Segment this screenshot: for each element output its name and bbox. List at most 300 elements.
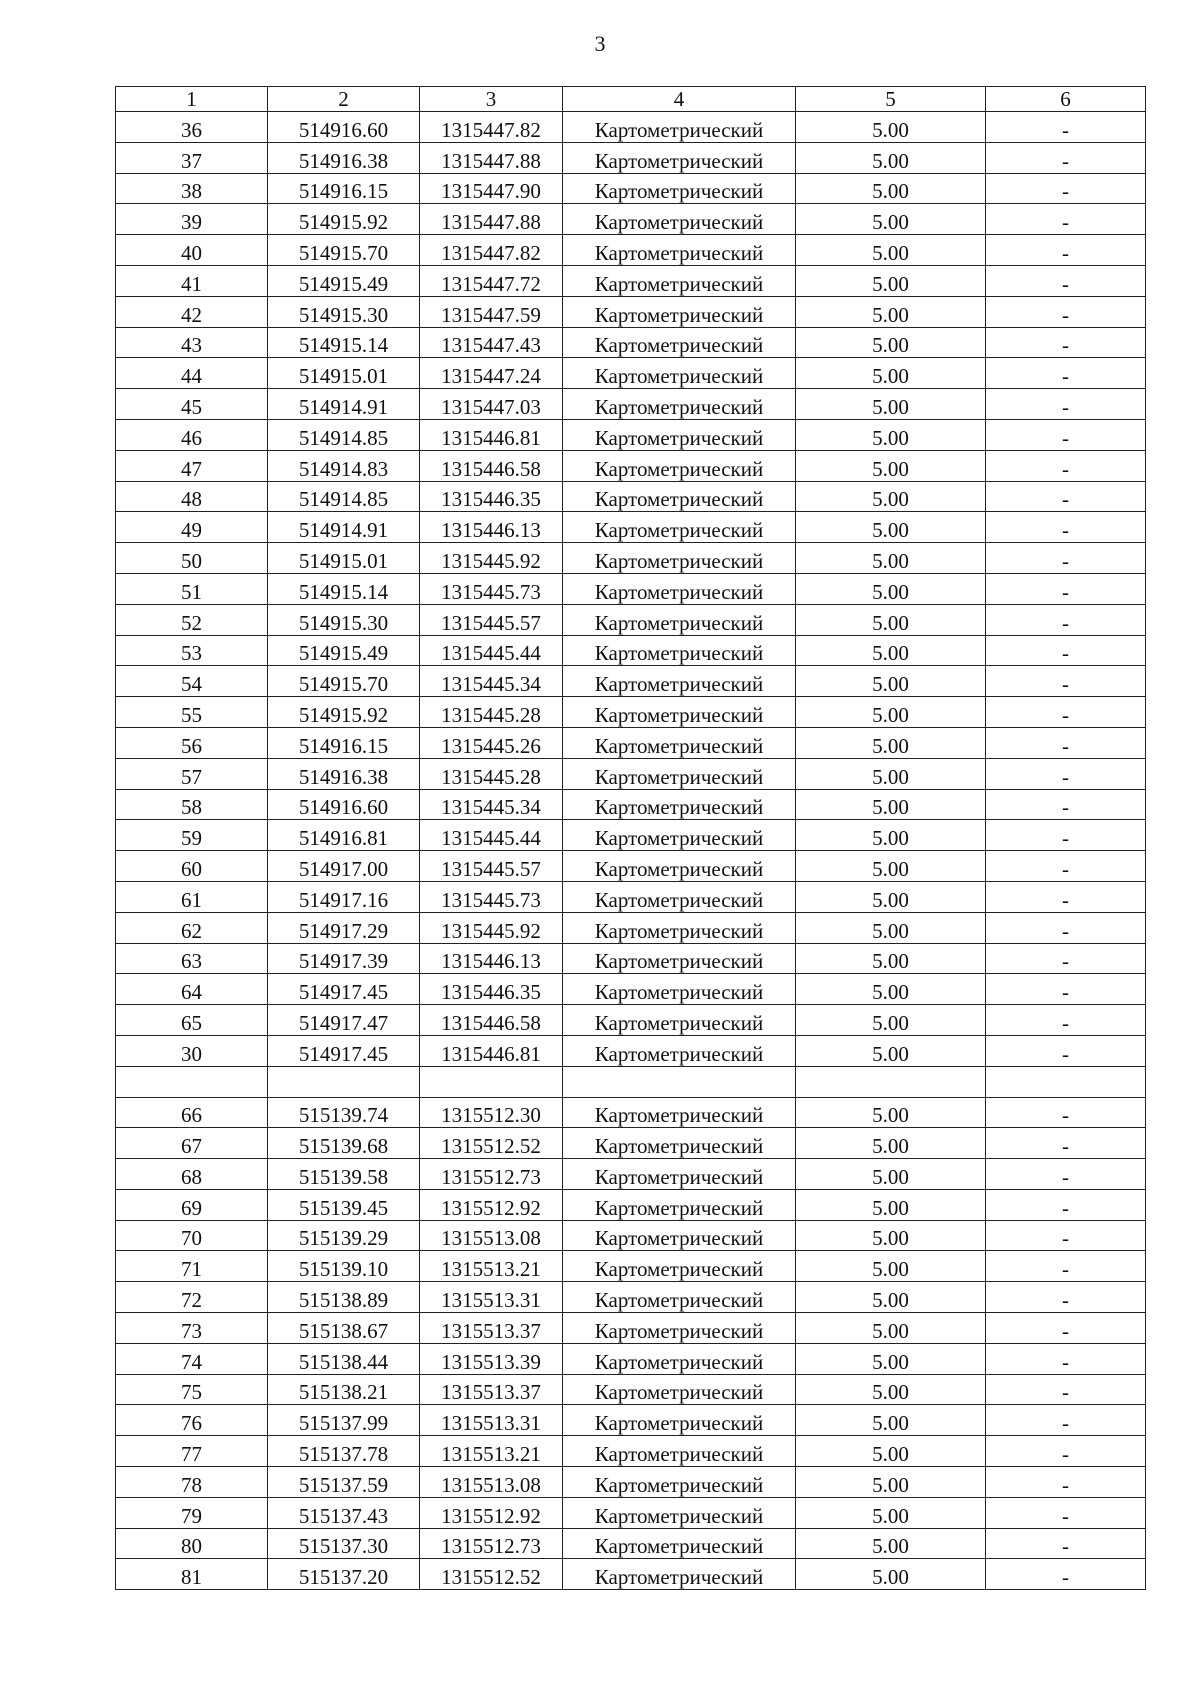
y-coordinate-cell: 1315445.92 xyxy=(420,543,563,574)
method-cell: Картометрический xyxy=(563,1436,796,1467)
method-cell: Картометрический xyxy=(563,1497,796,1528)
column-header-6: 6 xyxy=(986,87,1146,112)
x-coordinate-cell: 514915.70 xyxy=(268,235,420,266)
x-coordinate-cell: 515137.59 xyxy=(268,1467,420,1498)
table-row xyxy=(116,912,1146,943)
accuracy-cell: 5.00 xyxy=(796,1251,986,1282)
method-cell: Картометрический xyxy=(563,573,796,604)
note-cell: - xyxy=(986,789,1146,820)
column-header-5: 5 xyxy=(796,87,986,112)
x-coordinate-cell: 515137.78 xyxy=(268,1436,420,1467)
x-coordinate-cell: 515137.99 xyxy=(268,1405,420,1436)
x-coordinate-cell: 514914.85 xyxy=(268,419,420,450)
accuracy-cell: 5.00 xyxy=(796,112,986,143)
method-cell: Картометрический xyxy=(563,296,796,327)
accuracy-cell: 5.00 xyxy=(796,1559,986,1590)
x-coordinate-cell xyxy=(268,1066,420,1097)
accuracy-cell: 5.00 xyxy=(796,1467,986,1498)
x-coordinate-cell: 514917.29 xyxy=(268,912,420,943)
table-row xyxy=(116,1189,1146,1220)
x-coordinate-cell: 515139.10 xyxy=(268,1251,420,1282)
accuracy-cell: 5.00 xyxy=(796,1220,986,1251)
table-row xyxy=(116,604,1146,635)
table-row xyxy=(116,112,1146,143)
x-coordinate-cell: 514914.83 xyxy=(268,450,420,481)
note-cell: - xyxy=(986,112,1146,143)
accuracy-cell: 5.00 xyxy=(796,881,986,912)
accuracy-cell: 5.00 xyxy=(796,1405,986,1436)
point-number-cell: 50 xyxy=(116,543,268,574)
note-cell: - xyxy=(986,389,1146,420)
y-coordinate-cell: 1315513.31 xyxy=(420,1282,563,1313)
method-cell: Картометрический xyxy=(563,1467,796,1498)
note-cell: - xyxy=(986,666,1146,697)
x-coordinate-cell: 514917.00 xyxy=(268,851,420,882)
table-row xyxy=(116,851,1146,882)
x-coordinate-cell: 514914.91 xyxy=(268,512,420,543)
x-coordinate-cell: 515139.45 xyxy=(268,1189,420,1220)
point-number-cell: 39 xyxy=(116,204,268,235)
table-row xyxy=(116,974,1146,1005)
note-cell: - xyxy=(986,851,1146,882)
table-row xyxy=(116,389,1146,420)
y-coordinate-cell: 1315445.34 xyxy=(420,789,563,820)
accuracy-cell: 5.00 xyxy=(796,204,986,235)
point-number-cell: 60 xyxy=(116,851,268,882)
method-cell: Картометрический xyxy=(563,943,796,974)
note-cell: - xyxy=(986,1097,1146,1128)
accuracy-cell: 5.00 xyxy=(796,1313,986,1344)
accuracy-cell: 5.00 xyxy=(796,635,986,666)
method-cell: Картометрический xyxy=(563,327,796,358)
accuracy-cell: 5.00 xyxy=(796,1189,986,1220)
point-number-cell: 38 xyxy=(116,173,268,204)
note-cell: - xyxy=(986,1313,1146,1344)
x-coordinate-cell: 515139.68 xyxy=(268,1128,420,1159)
x-coordinate-cell: 515139.29 xyxy=(268,1220,420,1251)
y-coordinate-cell: 1315447.88 xyxy=(420,142,563,173)
method-cell: Картометрический xyxy=(563,1282,796,1313)
table-row xyxy=(116,1251,1146,1282)
point-number-cell: 79 xyxy=(116,1497,268,1528)
method-cell: Картометрический xyxy=(563,419,796,450)
method-cell: Картометрический xyxy=(563,666,796,697)
note-cell: - xyxy=(986,1436,1146,1467)
y-coordinate-cell: 1315513.08 xyxy=(420,1467,563,1498)
method-cell: Картометрический xyxy=(563,974,796,1005)
point-number-cell: 65 xyxy=(116,1005,268,1036)
table-row xyxy=(116,727,1146,758)
y-coordinate-cell: 1315513.37 xyxy=(420,1313,563,1344)
method-cell: Картометрический xyxy=(563,512,796,543)
point-number-cell: 48 xyxy=(116,481,268,512)
accuracy-cell: 5.00 xyxy=(796,235,986,266)
table-row xyxy=(116,1159,1146,1190)
y-coordinate-cell: 1315445.26 xyxy=(420,727,563,758)
accuracy-cell: 5.00 xyxy=(796,327,986,358)
x-coordinate-cell: 515138.44 xyxy=(268,1343,420,1374)
y-coordinate-cell: 1315445.57 xyxy=(420,604,563,635)
point-number-cell: 67 xyxy=(116,1128,268,1159)
table-row xyxy=(116,758,1146,789)
y-coordinate-cell: 1315512.30 xyxy=(420,1097,563,1128)
y-coordinate-cell: 1315446.58 xyxy=(420,1005,563,1036)
method-cell: Картометрический xyxy=(563,389,796,420)
table-body xyxy=(116,87,1146,1590)
table-row xyxy=(116,450,1146,481)
x-coordinate-cell: 514915.01 xyxy=(268,358,420,389)
note-cell: - xyxy=(986,1559,1146,1590)
y-coordinate-cell: 1315445.44 xyxy=(420,820,563,851)
accuracy-cell: 5.00 xyxy=(796,173,986,204)
method-cell: Картометрический xyxy=(563,142,796,173)
table-row xyxy=(116,1559,1146,1590)
note-cell: - xyxy=(986,1128,1146,1159)
x-coordinate-cell: 514916.15 xyxy=(268,173,420,204)
method-cell: Картометрический xyxy=(563,112,796,143)
point-number-cell: 75 xyxy=(116,1374,268,1405)
table-row xyxy=(116,1005,1146,1036)
table-row xyxy=(116,173,1146,204)
accuracy-cell: 5.00 xyxy=(796,1005,986,1036)
point-number-cell: 62 xyxy=(116,912,268,943)
y-coordinate-cell: 1315513.21 xyxy=(420,1436,563,1467)
note-cell: - xyxy=(986,142,1146,173)
x-coordinate-cell: 515138.67 xyxy=(268,1313,420,1344)
point-number-cell: 61 xyxy=(116,881,268,912)
x-coordinate-cell: 514917.39 xyxy=(268,943,420,974)
x-coordinate-cell: 514917.45 xyxy=(268,974,420,1005)
point-number-cell: 56 xyxy=(116,727,268,758)
x-coordinate-cell: 514916.38 xyxy=(268,142,420,173)
point-number-cell: 72 xyxy=(116,1282,268,1313)
y-coordinate-cell: 1315513.37 xyxy=(420,1374,563,1405)
accuracy-cell: 5.00 xyxy=(796,851,986,882)
note-cell: - xyxy=(986,604,1146,635)
note-cell: - xyxy=(986,1159,1146,1190)
point-number-cell: 40 xyxy=(116,235,268,266)
y-coordinate-cell: 1315447.82 xyxy=(420,235,563,266)
x-coordinate-cell: 514915.70 xyxy=(268,666,420,697)
table-row xyxy=(116,881,1146,912)
y-coordinate-cell: 1315512.92 xyxy=(420,1189,563,1220)
x-coordinate-cell: 515139.58 xyxy=(268,1159,420,1190)
x-coordinate-cell: 515138.89 xyxy=(268,1282,420,1313)
table-row xyxy=(116,235,1146,266)
page-number: 3 xyxy=(594,31,606,56)
y-coordinate-cell: 1315446.35 xyxy=(420,974,563,1005)
note-cell: - xyxy=(986,1467,1146,1498)
note-cell: - xyxy=(986,758,1146,789)
y-coordinate-cell: 1315447.03 xyxy=(420,389,563,420)
point-number-cell: 51 xyxy=(116,573,268,604)
note-cell: - xyxy=(986,1220,1146,1251)
point-number-cell: 54 xyxy=(116,666,268,697)
table-row xyxy=(116,1035,1146,1066)
table-row xyxy=(116,481,1146,512)
method-cell: Картометрический xyxy=(563,265,796,296)
note-cell: - xyxy=(986,296,1146,327)
method-cell: Картометрический xyxy=(563,881,796,912)
y-coordinate-cell: 1315512.73 xyxy=(420,1528,563,1559)
method-cell: Картометрический xyxy=(563,697,796,728)
method-cell: Картометрический xyxy=(563,1559,796,1590)
accuracy-cell: 5.00 xyxy=(796,265,986,296)
point-number-cell: 59 xyxy=(116,820,268,851)
table-row xyxy=(116,512,1146,543)
point-number-cell: 43 xyxy=(116,327,268,358)
table-row xyxy=(116,1497,1146,1528)
y-coordinate-cell: 1315447.88 xyxy=(420,204,563,235)
point-number-cell: 76 xyxy=(116,1405,268,1436)
y-coordinate-cell: 1315446.35 xyxy=(420,481,563,512)
x-coordinate-cell: 514914.85 xyxy=(268,481,420,512)
table-row xyxy=(116,1282,1146,1313)
y-coordinate-cell: 1315512.73 xyxy=(420,1159,563,1190)
method-cell xyxy=(563,1066,796,1097)
point-number-cell: 36 xyxy=(116,112,268,143)
method-cell: Картометрический xyxy=(563,604,796,635)
note-cell: - xyxy=(986,1282,1146,1313)
y-coordinate-cell: 1315513.08 xyxy=(420,1220,563,1251)
accuracy-cell: 5.00 xyxy=(796,758,986,789)
point-number-cell: 46 xyxy=(116,419,268,450)
x-coordinate-cell: 515137.20 xyxy=(268,1559,420,1590)
y-coordinate-cell: 1315445.34 xyxy=(420,666,563,697)
table-row xyxy=(116,1467,1146,1498)
x-coordinate-cell: 514914.91 xyxy=(268,389,420,420)
y-coordinate-cell: 1315445.28 xyxy=(420,758,563,789)
note-cell: - xyxy=(986,235,1146,266)
point-number-cell xyxy=(116,1066,268,1097)
method-cell: Картометрический xyxy=(563,358,796,389)
accuracy-cell: 5.00 xyxy=(796,1497,986,1528)
table-row xyxy=(116,265,1146,296)
x-coordinate-cell: 514916.60 xyxy=(268,112,420,143)
point-number-cell: 47 xyxy=(116,450,268,481)
y-coordinate-cell: 1315513.31 xyxy=(420,1405,563,1436)
table-row xyxy=(116,358,1146,389)
x-coordinate-cell: 515137.43 xyxy=(268,1497,420,1528)
column-header-2: 2 xyxy=(268,87,420,112)
y-coordinate-cell xyxy=(420,1066,563,1097)
point-number-cell: 77 xyxy=(116,1436,268,1467)
x-coordinate-cell: 514915.01 xyxy=(268,543,420,574)
method-cell: Картометрический xyxy=(563,635,796,666)
accuracy-cell: 5.00 xyxy=(796,727,986,758)
x-coordinate-cell: 514915.49 xyxy=(268,635,420,666)
y-coordinate-cell: 1315513.21 xyxy=(420,1251,563,1282)
note-cell: - xyxy=(986,1374,1146,1405)
note-cell: - xyxy=(986,1405,1146,1436)
note-cell: - xyxy=(986,820,1146,851)
table-row xyxy=(116,943,1146,974)
table-row xyxy=(116,1528,1146,1559)
accuracy-cell: 5.00 xyxy=(796,1343,986,1374)
accuracy-cell: 5.00 xyxy=(796,358,986,389)
y-coordinate-cell: 1315447.24 xyxy=(420,358,563,389)
accuracy-cell: 5.00 xyxy=(796,820,986,851)
note-cell xyxy=(986,1066,1146,1097)
y-coordinate-cell: 1315513.39 xyxy=(420,1343,563,1374)
coordinates-table xyxy=(115,86,1146,1590)
x-coordinate-cell: 514916.60 xyxy=(268,789,420,820)
table-row xyxy=(116,1097,1146,1128)
point-number-cell: 63 xyxy=(116,943,268,974)
point-number-cell: 45 xyxy=(116,389,268,420)
note-cell: - xyxy=(986,573,1146,604)
method-cell: Картометрический xyxy=(563,851,796,882)
note-cell: - xyxy=(986,1528,1146,1559)
y-coordinate-cell: 1315447.59 xyxy=(420,296,563,327)
accuracy-cell: 5.00 xyxy=(796,573,986,604)
y-coordinate-cell: 1315447.82 xyxy=(420,112,563,143)
x-coordinate-cell: 514915.49 xyxy=(268,265,420,296)
point-number-cell: 70 xyxy=(116,1220,268,1251)
point-number-cell: 68 xyxy=(116,1159,268,1190)
point-number-cell: 69 xyxy=(116,1189,268,1220)
x-coordinate-cell: 514917.45 xyxy=(268,1035,420,1066)
method-cell: Картометрический xyxy=(563,727,796,758)
point-number-cell: 52 xyxy=(116,604,268,635)
y-coordinate-cell: 1315445.44 xyxy=(420,635,563,666)
method-cell: Картометрический xyxy=(563,1189,796,1220)
column-header-1: 1 xyxy=(116,87,268,112)
accuracy-cell: 5.00 xyxy=(796,389,986,420)
table-row xyxy=(116,1374,1146,1405)
point-number-cell: 42 xyxy=(116,296,268,327)
x-coordinate-cell: 515137.30 xyxy=(268,1528,420,1559)
accuracy-cell: 5.00 xyxy=(796,481,986,512)
table-header-row xyxy=(116,87,1146,112)
accuracy-cell: 5.00 xyxy=(796,1436,986,1467)
table-row xyxy=(116,666,1146,697)
note-cell: - xyxy=(986,419,1146,450)
accuracy-cell: 5.00 xyxy=(796,666,986,697)
table-row xyxy=(116,1405,1146,1436)
x-coordinate-cell: 514917.16 xyxy=(268,881,420,912)
accuracy-cell: 5.00 xyxy=(796,1128,986,1159)
accuracy-cell: 5.00 xyxy=(796,943,986,974)
table-row xyxy=(116,789,1146,820)
table-row xyxy=(116,1343,1146,1374)
point-number-cell: 44 xyxy=(116,358,268,389)
method-cell: Картометрический xyxy=(563,1405,796,1436)
accuracy-cell: 5.00 xyxy=(796,1035,986,1066)
point-number-cell: 41 xyxy=(116,265,268,296)
note-cell: - xyxy=(986,1251,1146,1282)
x-coordinate-cell: 514915.92 xyxy=(268,204,420,235)
method-cell: Картометрический xyxy=(563,543,796,574)
accuracy-cell: 5.00 xyxy=(796,1282,986,1313)
y-coordinate-cell: 1315447.90 xyxy=(420,173,563,204)
method-cell: Картометрический xyxy=(563,204,796,235)
method-cell: Картометрический xyxy=(563,1251,796,1282)
accuracy-cell: 5.00 xyxy=(796,604,986,635)
note-cell: - xyxy=(986,1005,1146,1036)
point-number-cell: 37 xyxy=(116,142,268,173)
accuracy-cell: 5.00 xyxy=(796,142,986,173)
point-number-cell: 81 xyxy=(116,1559,268,1590)
table-row xyxy=(116,635,1146,666)
y-coordinate-cell: 1315446.81 xyxy=(420,1035,563,1066)
accuracy-cell: 5.00 xyxy=(796,1159,986,1190)
table-row xyxy=(116,573,1146,604)
y-coordinate-cell: 1315445.57 xyxy=(420,851,563,882)
point-number-cell: 57 xyxy=(116,758,268,789)
note-cell: - xyxy=(986,635,1146,666)
note-cell: - xyxy=(986,512,1146,543)
y-coordinate-cell: 1315445.73 xyxy=(420,881,563,912)
point-number-cell: 53 xyxy=(116,635,268,666)
table-row xyxy=(116,1128,1146,1159)
method-cell: Картометрический xyxy=(563,1374,796,1405)
table-row xyxy=(116,204,1146,235)
method-cell: Картометрический xyxy=(563,789,796,820)
table-row xyxy=(116,1436,1146,1467)
note-cell: - xyxy=(986,204,1146,235)
accuracy-cell: 5.00 xyxy=(796,697,986,728)
x-coordinate-cell: 514915.92 xyxy=(268,697,420,728)
point-number-cell: 64 xyxy=(116,974,268,1005)
note-cell: - xyxy=(986,481,1146,512)
x-coordinate-cell: 514915.30 xyxy=(268,604,420,635)
y-coordinate-cell: 1315446.13 xyxy=(420,943,563,974)
accuracy-cell: 5.00 xyxy=(796,450,986,481)
method-cell: Картометрический xyxy=(563,1159,796,1190)
note-cell: - xyxy=(986,1189,1146,1220)
accuracy-cell: 5.00 xyxy=(796,1374,986,1405)
table-row xyxy=(116,1220,1146,1251)
method-cell: Картометрический xyxy=(563,1035,796,1066)
note-cell: - xyxy=(986,327,1146,358)
point-number-cell: 58 xyxy=(116,789,268,820)
table-row xyxy=(116,1066,1146,1097)
table-row xyxy=(116,820,1146,851)
y-coordinate-cell: 1315445.73 xyxy=(420,573,563,604)
y-coordinate-cell: 1315447.72 xyxy=(420,265,563,296)
column-header-3: 3 xyxy=(420,87,563,112)
method-cell: Картометрический xyxy=(563,173,796,204)
table-row xyxy=(116,1313,1146,1344)
y-coordinate-cell: 1315512.92 xyxy=(420,1497,563,1528)
note-cell: - xyxy=(986,1497,1146,1528)
method-cell: Картометрический xyxy=(563,758,796,789)
y-coordinate-cell: 1315445.92 xyxy=(420,912,563,943)
note-cell: - xyxy=(986,173,1146,204)
method-cell: Картометрический xyxy=(563,820,796,851)
table-row xyxy=(116,419,1146,450)
column-header-4: 4 xyxy=(563,87,796,112)
method-cell: Картометрический xyxy=(563,912,796,943)
method-cell: Картометрический xyxy=(563,1005,796,1036)
x-coordinate-cell: 514916.38 xyxy=(268,758,420,789)
method-cell: Картометрический xyxy=(563,235,796,266)
point-number-cell: 55 xyxy=(116,697,268,728)
method-cell: Картометрический xyxy=(563,1343,796,1374)
y-coordinate-cell: 1315446.58 xyxy=(420,450,563,481)
point-number-cell: 30 xyxy=(116,1035,268,1066)
note-cell: - xyxy=(986,543,1146,574)
x-coordinate-cell: 514916.81 xyxy=(268,820,420,851)
table-row xyxy=(116,697,1146,728)
y-coordinate-cell: 1315512.52 xyxy=(420,1128,563,1159)
note-cell: - xyxy=(986,450,1146,481)
x-coordinate-cell: 515139.74 xyxy=(268,1097,420,1128)
accuracy-cell: 5.00 xyxy=(796,1097,986,1128)
y-coordinate-cell: 1315445.28 xyxy=(420,697,563,728)
accuracy-cell: 5.00 xyxy=(796,912,986,943)
